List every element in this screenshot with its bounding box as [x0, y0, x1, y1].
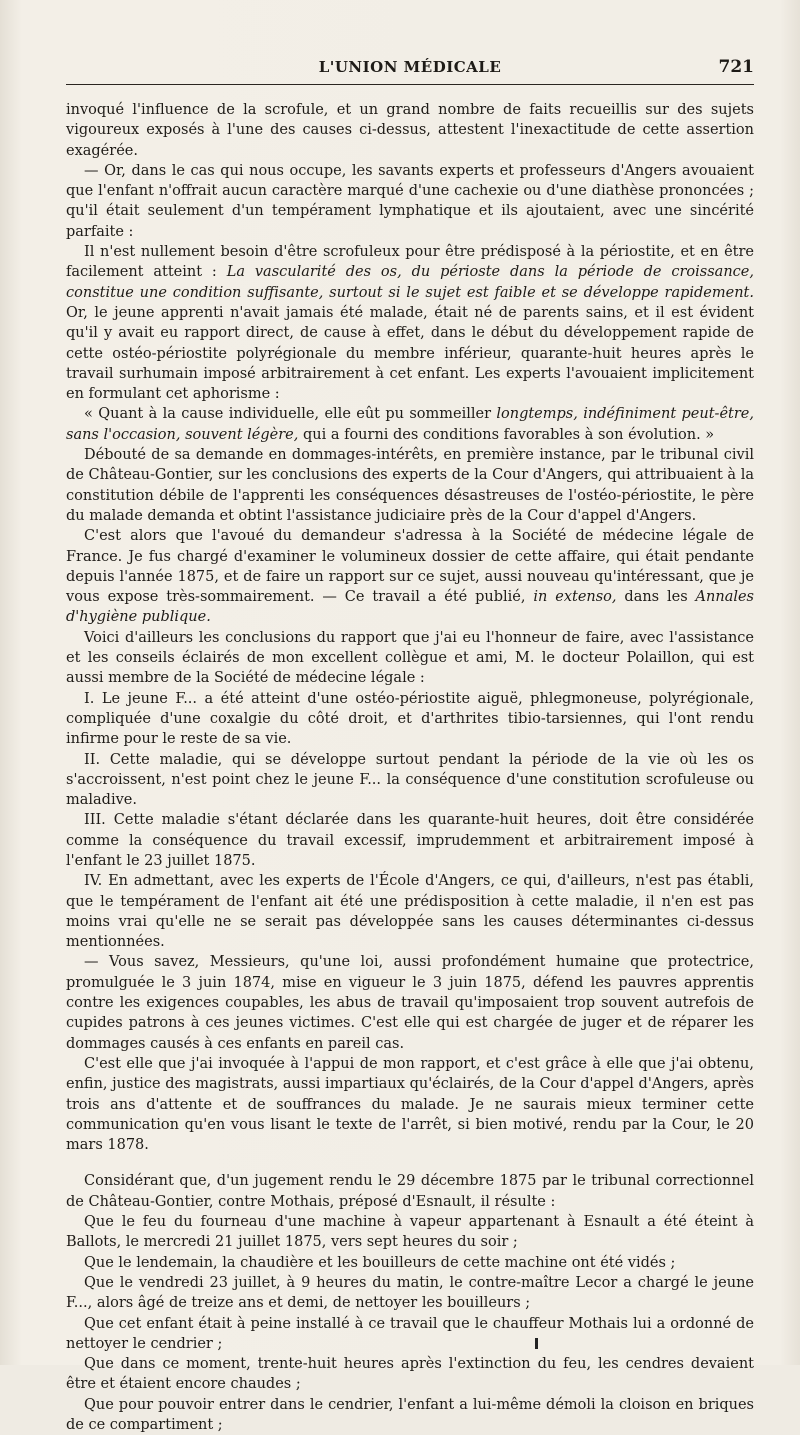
- page-header: [66, 56, 754, 85]
- running-title: L'UNION MÉDICALE: [318, 58, 502, 76]
- paragraph-arret: C'est elle que j'ai invoquée à l'appui de mon rapport, et c'est grâce à elle que j'ai obtenu, enfin, justice des magistrats, aussi impartiaux qu'éclairés, de la Cour d'appel d'Angers, après trois ans d'attente et de souffrances du malade. Je ne saurais mieux terminer cette communication qu'en vous lisant le texte de l'arrêt, si bien motivé, rendu par la Cour, le 20 mars 1878.: [66, 1055, 754, 1154]
- paragraph-continuation: invoqué l'influence de la scrofule, et un grand nombre de faits recueillis sur des sujets vigoureux exposés à l'une des causes ci-dessus, attestent l'inexactitude de cette assertion exagérée.: [66, 102, 754, 159]
- paragraph-societe: C'est alors que l'avoué du demandeur s'adressa à la Société de médecine légale de France. Je fus chargé d'examiner le volumineux dossier de cette affaire, qui était pendante depuis l'année 1875, et de faire un rapport sur ce sujet, aussi nouveau qu'intéressant, que je vous expose très-sommairement. — Ce travail a été publié, in extenso, dans les Annales d'hygiène publique.: [66, 528, 754, 626]
- paragraph-conclusions-intro: Voici d'ailleurs les conclusions du rapport que j'ai eu l'honneur de faire, avec l'assistance et les conseils éclairés de mon excellent collègue et ami, M. le docteur Polaillon, qui est aussi membre de la Société de médecine légale :: [66, 629, 754, 687]
- paragraph-que-enfant: Que cet enfant était à peine installé à ce travail que le chauffeur Mothais lui a ordonné de nettoyer le cendrier ;: [66, 1315, 754, 1352]
- italic-annales: Annales d'hygiène publique.: [66, 589, 754, 626]
- italic-quote: La vascularité des os, du périoste dans la période de croissance, constitue une condition suffisante, surtout si le sujet est faible et se développe rapidement.: [66, 264, 754, 301]
- paragraph-experts-angers: — Or, dans le cas qui nous occupe, les savants experts et professeurs d'Angers avouaient que l'enfant n'offrait aucun caractère marqué d'une cachexie ou d'une diathèse prononcées ; qu'il était seulement d'un tempérament lymphatique et ils ajoutaient, avec une sincérité parfaite :: [66, 162, 754, 240]
- paragraph-que-lendemain: Que le lendemain, la chaudière et les bouilleurs de cette machine ont été vidés ;: [84, 1254, 676, 1271]
- paragraph-periostite: Il n'est nullement besoin d'être scrofuleux pour être prédisposé à la périostite, et en être facilement atteint : La vascularité des os, du périoste dans la période de croissance, constitue une condition suffisante, surtout si le sujet est faible et se développe rapidement. Or, le jeune apprenti n'avait jamais été malade, était né de parents sains, et il est évident qu'il y avait eu rapport direct, de cause à effet, dans le début du développement rapide de cette ostéo-périostite polyrégionale du membre inférieur, quarante-huit heures après le travail surhumain imposé arbitrairement à cet enfant. Les experts l'avouaient implicitement en formulant cet aphorisme :: [66, 244, 754, 403]
- conclusion-iv: IV. En admettant, avec les experts de l'École d'Angers, ce qui, d'ailleurs, n'est pas établi, que le tempérament de l'enfant ait été une prédisposition à cette maladie, il n'en est pas moins vrai qu'elle ne se serait pas développée sans les causes déterminantes ci-dessus mentionnées.: [66, 873, 754, 951]
- page-body: [66, 100, 754, 1435]
- paragraph-loi: — Vous savez, Messieurs, qu'une loi, aussi profondément humaine que protectrice, promulguée le 3 juin 1874, mise en vigueur le 3 juin 1875, défend les pauvres apprentis contre les exigences coupables, les abus de travail qu'imposaient trop souvent autrefois de cupides patrons à ces jeunes victimes. C'est elle qui est chargée de juger et de réparer les dommages causés à ces enfants en pareil cas.: [66, 954, 754, 1052]
- paragraph-que-feu: Que le feu du fourneau d'une machine à vapeur appartenant à Esnault a été éteint à Ballots, le mercredi 21 juillet 1875, vers sept heures du soir ;: [66, 1214, 754, 1251]
- paragraph-que-cendrier: Que pour pouvoir entrer dans le cendrier, l'enfant a lui-même démoli la cloison en briques de ce compartiment ;: [66, 1396, 754, 1433]
- italic-quote: longtemps, indéfiniment peut-être, sans l'occasion, souvent légère,: [66, 406, 754, 443]
- conclusion-i: I. Le jeune F... a été atteint d'une ostéo-périostite aiguë, phlegmoneuse, polyrégionale, compliquée d'une coxalgie du côté droit, et d'arthrites tibio-tarsiennes, qui l'ont rendu infirme pour le reste de sa vie.: [66, 690, 754, 748]
- paragraph-deboute: Débouté de sa demande en dommages-intérêts, en première instance, par le tribunal civil de Château-Gontier, sur les conclusions des experts de la Cour d'Angers, qui attribuaient à la constitution débile de l'apprenti les conséquences désastreuses de l'ostéo-périostite, le père du malade demanda et obtint l'assistance judiciaire près de la Cour d'appel d'Angers.: [66, 447, 754, 524]
- paragraph-considerant: Considérant que, d'un jugement rendu le 29 décembre 1875 par le tribunal correctionnel de Château-Gontier, contre Mothais, préposé d'Esnault, il résulte :: [66, 1173, 754, 1210]
- conclusion-ii: II. Cette maladie, qui se développe surtout pendant la période de la vie où les os s'accroissent, n'est point chez le jeune F... la conséquence d'une constitution scrofuleuse ou maladive.: [66, 751, 754, 809]
- footer-mark: [535, 1338, 538, 1349]
- paragraph-que-vendredi: Que le vendredi 23 juillet, à 9 heures du matin, le contre-maître Lecor a chargé le jeune F..., alors âgé de treize ans et demi, de nettoyer les bouilleurs ;: [66, 1274, 754, 1312]
- page-number: 721: [718, 57, 754, 77]
- conclusion-iii: III. Cette maladie s'étant déclarée dans les quarante-huit heures, doit être considérée comme la conséquence du travail excessif, imprudemment et arbitrairement imposé à l'enfant le 23 juillet 1875.: [66, 812, 754, 869]
- paragraph-que-moment: Que dans ce moment, trente-huit heures après l'extinction du feu, les cendres devaient être et étaient encore chaudes ;: [66, 1356, 754, 1393]
- paragraph-aphorism: « Quant à la cause individuelle, elle eût pu sommeiller longtemps, indéfiniment peut-être, sans l'occasion, souvent légère, qui a fourni des conditions favorables à son évolution. »: [66, 406, 754, 443]
- italic-in-extenso: in extenso,: [533, 589, 617, 606]
